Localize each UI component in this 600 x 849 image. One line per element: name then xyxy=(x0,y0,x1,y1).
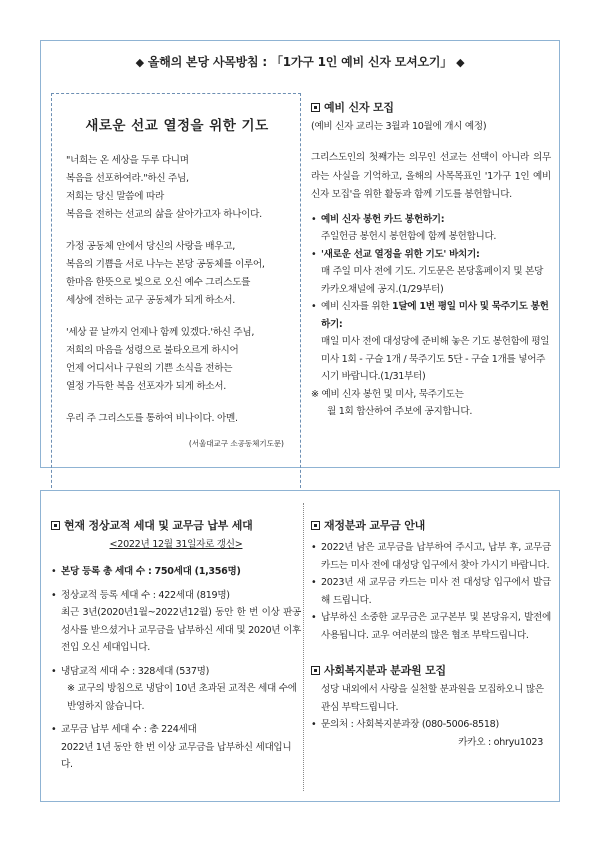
policy-heading xyxy=(41,53,559,70)
prayer-closing: 우리 주 그리스도를 통하여 비나이다. 아멘. xyxy=(66,413,238,424)
diamond-icon: ◆ xyxy=(456,56,465,69)
welfare-kakao: 카카오 : ohryu1023 xyxy=(458,736,543,748)
prayer-paragraph-2 xyxy=(66,238,288,310)
bullet-dot-icon: • xyxy=(51,724,57,735)
cold-households-note: ※ 교구의 방침으로 냉담이 10년 초과된 교적은 세대 수에 반영하지 않습니다. xyxy=(67,683,297,712)
bullet-dot-icon: • xyxy=(311,577,317,588)
prayer-line: 복음을 전하는 선교의 삶을 살아가고자 하나이다. xyxy=(66,209,262,220)
finance-section xyxy=(311,517,551,751)
bullet-title-pre: 예비 신자를 위한 xyxy=(321,301,393,312)
normal-households-text: 최근 3년(2020년1월~2022년12월) 동안 한 번 이상 판공성사를 받으셨거나 교무금을 납부하신 세대 및 2020년 이후 전입 오신 세대입니다. xyxy=(61,607,301,653)
bullet-dot-icon: • xyxy=(311,213,317,225)
recruit-bullet-2 xyxy=(311,246,551,299)
prayer-line: 저희는 당신 말씀에 따라 xyxy=(66,191,164,202)
policy-heading-text: 올해의 본당 사목방침 : 「1가구 1인 예비 신자 모셔오기」 xyxy=(147,55,453,69)
prayer-line: 저희의 마음을 성령으로 불타오르게 하시어 xyxy=(66,345,239,356)
recruit-note-2: 월 1회 합산하여 주보에 공지합니다. xyxy=(327,406,473,417)
bullet-dot-icon: • xyxy=(311,542,317,553)
square-bullet-icon xyxy=(311,521,320,530)
welfare-title-text: 사회복지분과 분과원 모집 xyxy=(324,664,446,677)
household-update-date: <2022년 12월 31일자로 갱신> xyxy=(109,539,243,550)
household-info-box xyxy=(40,490,560,802)
paying-households-title: 교무금 납부 세대 수 : 총 224세대 xyxy=(61,724,197,735)
welfare-text: 성당 내외에서 사랑을 실천할 분과원을 모집하오니 많은 관심 부탁드립니다. xyxy=(321,684,544,713)
prayer-line: 언제 어디서나 구원의 기쁜 소식을 전하는 xyxy=(66,363,233,374)
finance-title xyxy=(311,517,551,533)
diamond-icon: ◆ xyxy=(135,56,144,69)
prayer-paragraph-3 xyxy=(66,324,288,396)
bullet-dot-icon: • xyxy=(311,612,317,623)
normal-households xyxy=(51,587,301,657)
finance-item-text: 납부하신 소중한 교무금은 교구본부 및 본당유지, 발전에 사용됩니다. 교우 여러분의 많은 협조 부탁드립니다. xyxy=(321,612,551,641)
recruit-note: ※ 예비 신자 봉헌 및 미사, 묵주기도는 xyxy=(311,388,464,400)
prayer-paragraph-1 xyxy=(66,152,288,224)
prayer-line: 복음의 기쁨을 서로 나누는 본당 공동체를 이루어, xyxy=(66,259,265,270)
bullet-text: 주일헌금 봉헌시 봉헌함에 함께 봉헌합니다. xyxy=(321,231,497,242)
square-bullet-icon xyxy=(311,103,320,112)
paying-households xyxy=(51,721,301,774)
finance-item-2 xyxy=(311,574,551,609)
recruit-title-text: 예비 신자 모집 xyxy=(324,101,394,114)
welfare-title xyxy=(311,662,551,678)
household-title xyxy=(51,517,301,533)
prayer-line: 열정 가득한 복음 선포자가 되게 하소서. xyxy=(66,381,226,392)
finance-item-text: 2023년 새 교무금 카드는 미사 전 대성당 입구에서 발급해 드립니다. xyxy=(321,577,551,606)
bullet-text: 매일 미사 전에 대성당에 준비해 놓은 기도 봉헌함에 평일미사 1회 - 구슬 1개 / 묵주기도 5단 - 구슬 1개를 넣어주시기 바랍니다.(1/31부터) xyxy=(321,336,550,382)
prayer-line: 가정 공동체 안에서 당신의 사랑을 배우고, xyxy=(66,241,235,252)
column-divider xyxy=(303,503,304,791)
household-section xyxy=(51,517,301,774)
prayer-line: 세상에 전하는 교구 공동체가 되게 하소서. xyxy=(66,295,235,306)
prayer-line: '세상 끝 날까지 언제나 함께 있겠다.'하신 주님, xyxy=(66,327,255,338)
recruit-intro: 그리스도인의 첫째가는 의무인 선교는 선택이 아니라 의무라는 사실을 기억하고, 올해의 사목목표인 '1가구 1인 예비 신자 모집'을 위한 활동과 함께 기도를 봉헌합니다. xyxy=(311,152,551,200)
welfare-contact xyxy=(311,716,551,734)
finance-item-3 xyxy=(311,609,551,644)
prayer-line: 한마음 한뜻으로 빛으로 오신 예수 그리스도를 xyxy=(66,277,251,288)
sacramental-policy-box xyxy=(40,40,560,468)
bullet-title: '새로운 선교 열정을 위한 기도' 바치기: xyxy=(321,248,480,260)
square-bullet-icon xyxy=(51,521,60,530)
finance-item-1 xyxy=(311,539,551,574)
recruit-section xyxy=(311,99,551,421)
prayer-box xyxy=(51,93,301,498)
cold-households-title: 냉담교적 세대 수 : 328세대 (537명) xyxy=(61,665,210,677)
bullet-text: 매 주일 미사 전에 기도. 기도문은 본당홈페이지 및 본당카카오채널에 공지.(1/29부터) xyxy=(321,266,544,295)
cold-households xyxy=(51,663,301,716)
prayer-line: "너희는 온 세상을 두루 다니며 xyxy=(66,155,189,166)
finance-title-text: 재정분과 교무금 안내 xyxy=(324,519,426,532)
bullet-title: 예비 신자 봉헌 카드 봉헌하기: xyxy=(321,213,445,225)
bullet-dot-icon: • xyxy=(51,589,57,601)
normal-households-title: 정상교적 등록 세대 수 : 422세대 (819명) xyxy=(61,589,230,601)
household-title-text: 현재 정상교적 세대 및 교무금 납부 세대 xyxy=(64,519,253,532)
prayer-line: 복음을 선포하여라."하신 주님, xyxy=(66,173,189,184)
recruit-bullet-1 xyxy=(311,211,551,246)
square-bullet-icon xyxy=(311,666,320,675)
total-households xyxy=(51,563,301,581)
bullet-title-bold: 1달에 1번 평일 미사 및 묵주기도 봉헌하기: xyxy=(321,301,549,330)
prayer-attribution: (서울대교구 소공동체기도문) xyxy=(188,439,284,448)
bullet-dot-icon: • xyxy=(51,665,57,677)
bullet-title xyxy=(321,298,551,333)
welfare-contact-text: 문의처 : 사회복지분과장 (080-5006-8518) xyxy=(321,719,499,730)
finance-item-text: 2022년 남은 교무금을 납부하여 주시고, 납부 후, 교무금카드는 미사 전에 대성당 입구에서 찾아 가시기 바랍니다. xyxy=(321,542,551,571)
bullet-dot-icon: • xyxy=(311,301,317,312)
paying-households-text: 2022년 1년 동안 한 번 이상 교무금을 납부하신 세대입니다. xyxy=(61,741,292,770)
bullet-dot-icon: • xyxy=(311,248,317,260)
recruit-bullet-3 xyxy=(311,298,551,386)
recruit-title xyxy=(311,99,551,115)
prayer-title: 새로운 선교 열정을 위한 기도 xyxy=(85,118,269,134)
total-households-text: 본당 등록 총 세대 수 : 750세대 (1,356명) xyxy=(61,566,241,577)
recruit-subtitle: (예비 신자 교리는 3월과 10월에 개시 예정) xyxy=(311,121,487,132)
bullet-dot-icon: • xyxy=(311,719,317,730)
bullet-dot-icon: • xyxy=(51,566,57,577)
